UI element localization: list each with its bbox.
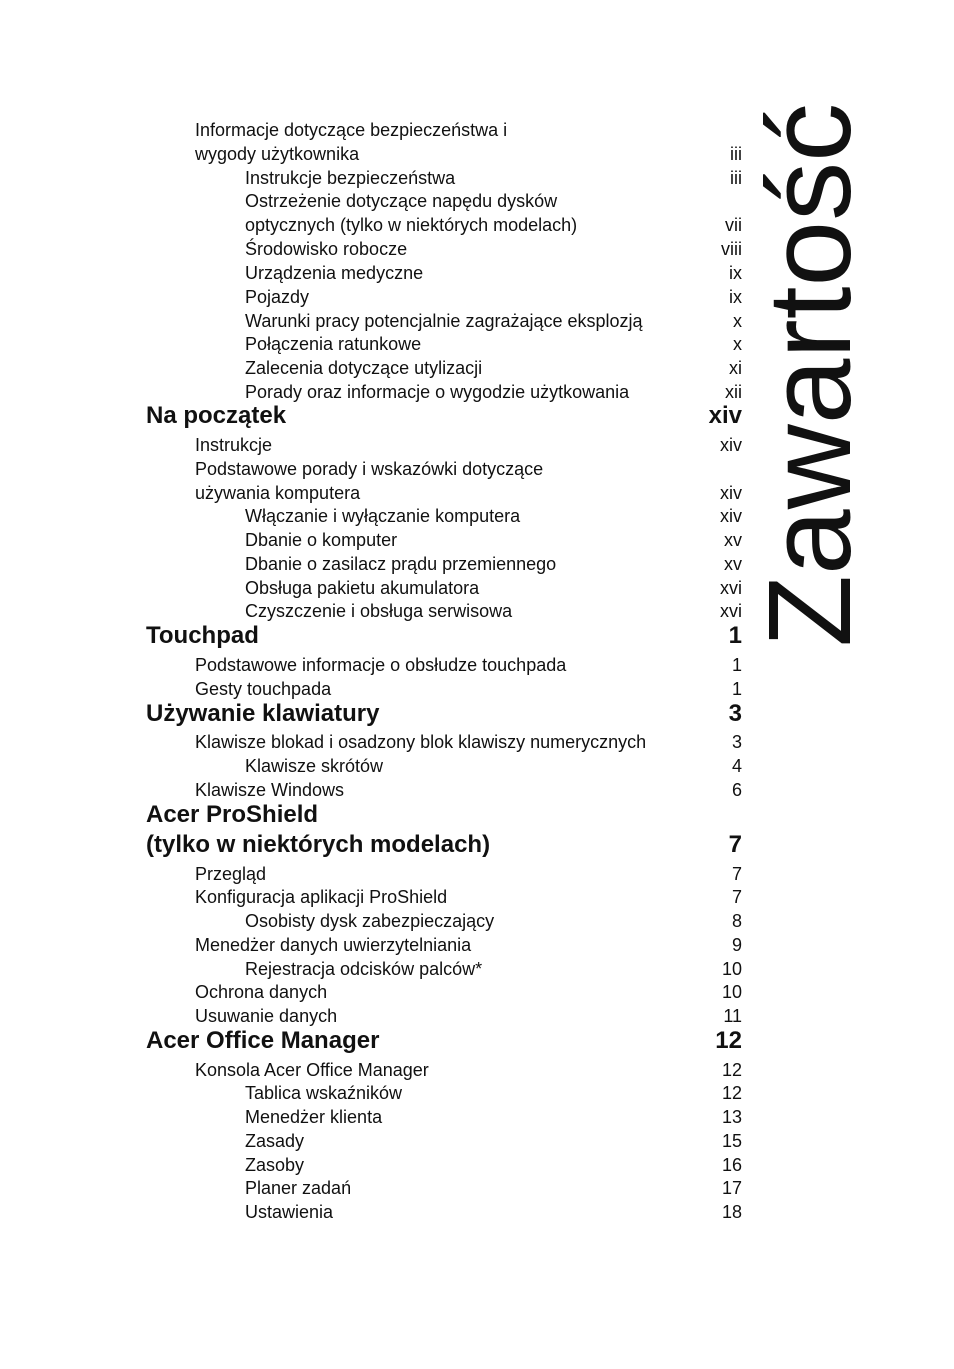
entry-title: optycznych (tylko w niektórych modelach) <box>245 215 578 235</box>
entry-title: Ustawienia <box>245 1202 334 1222</box>
page-number: 13 <box>721 1107 742 1127</box>
page-number: iii <box>730 168 742 188</box>
chapter-title: Zawartość <box>744 102 876 648</box>
toc-entry <box>0 333 954 355</box>
page-number: 18 <box>721 1202 742 1222</box>
page-number: 1 <box>731 679 742 699</box>
toc-entry <box>0 886 954 908</box>
toc-entry <box>0 934 954 956</box>
page-number: xii <box>725 382 742 402</box>
page-number: 8 <box>731 911 742 931</box>
chapter-heading-text: Używanie klawiatury <box>146 700 380 727</box>
entry-title: Porady oraz informacje o wygodzie użytkowania <box>245 382 630 402</box>
toc-entry <box>0 214 954 236</box>
toc-entry <box>0 981 954 1003</box>
page-number: 10 <box>721 959 742 979</box>
toc-chapter-heading <box>0 831 954 859</box>
chapter-heading-text: Acer ProShield <box>146 801 319 828</box>
toc-entry <box>0 1082 954 1104</box>
page-number: vii <box>725 215 742 235</box>
chapter-heading-text: Touchpad <box>146 622 259 649</box>
page-number: xi <box>729 358 742 378</box>
entry-title: Usuwanie danych <box>195 1006 338 1026</box>
page-number: 3 <box>731 732 742 752</box>
entry-title: Ochrona danych <box>195 982 328 1002</box>
page-number: xiv <box>720 506 742 526</box>
page-number: x <box>733 334 742 354</box>
entry-title: Instrukcje <box>195 435 273 455</box>
page-number: 3 <box>728 700 742 727</box>
toc-entry <box>0 357 954 379</box>
toc-chapter-heading <box>0 622 954 650</box>
toc-entry <box>0 1106 954 1128</box>
page-number: 1 <box>731 655 742 675</box>
entry-title: Podstawowe informacje o obsłudze touchpada <box>195 655 567 675</box>
entry-title: Ostrzeżenie dotyczące napędu dysków <box>245 191 558 211</box>
entry-title: Pojazdy <box>245 287 310 307</box>
entry-title: wygody użytkownika <box>195 144 360 164</box>
page-number: 17 <box>721 1178 742 1198</box>
entry-title: Instrukcje bezpieczeństwa <box>245 168 456 188</box>
toc-entry <box>0 863 954 885</box>
toc-entry <box>0 262 954 284</box>
toc-entry <box>0 779 954 801</box>
entry-title: Dbanie o zasilacz prądu przemiennego <box>245 554 557 574</box>
page-number: 7 <box>731 887 742 907</box>
page-number: xvi <box>720 578 742 598</box>
toc-entry <box>0 958 954 980</box>
page-number: xv <box>724 530 742 550</box>
entry-title: Obsługa pakietu akumulatora <box>245 578 480 598</box>
toc-chapter-heading <box>0 700 954 728</box>
page-number: viii <box>721 239 742 259</box>
toc-entry <box>0 190 954 212</box>
chapter-heading-text: Na początek <box>146 402 287 429</box>
toc-entry <box>0 167 954 189</box>
toc-entry <box>0 458 954 480</box>
toc-entry <box>0 482 954 504</box>
chapter-heading-text: (tylko w niektórych modelach) <box>146 831 491 858</box>
entry-title: Zasady <box>245 1131 305 1151</box>
toc-entry <box>0 238 954 260</box>
page-number: xvi <box>720 601 742 621</box>
page-number: 11 <box>723 1006 742 1026</box>
entry-title: Urządzenia medyczne <box>245 263 424 283</box>
toc-entry <box>0 529 954 551</box>
entry-title: Osobisty dysk zabezpieczający <box>245 911 495 931</box>
entry-title: Przegląd <box>195 864 267 884</box>
entry-title: Konsola Acer Office Manager <box>195 1060 429 1080</box>
page-number: 4 <box>731 756 742 776</box>
entry-title: Zalecenia dotyczące utylizacji <box>245 358 483 378</box>
entry-title: Podstawowe porady i wskazówki dotyczące <box>195 459 544 479</box>
entry-title: Planer zadań <box>245 1178 352 1198</box>
entry-title: Tablica wskaźników <box>245 1083 403 1103</box>
toc-entry <box>0 381 954 403</box>
entry-title: Menedżer klienta <box>245 1107 383 1127</box>
toc-entry <box>0 1177 954 1199</box>
page-number: 12 <box>715 1027 742 1054</box>
toc-entry <box>0 755 954 777</box>
page-number: 16 <box>721 1155 742 1175</box>
page-number: 1 <box>728 622 742 649</box>
page-number: x <box>733 311 742 331</box>
toc-entry <box>0 910 954 932</box>
toc-entry <box>0 1201 954 1223</box>
page-number: xiv <box>708 402 742 429</box>
page-number: ix <box>729 263 742 283</box>
entry-title: Konfiguracja aplikacji ProShield <box>195 887 448 907</box>
page-number: 12 <box>721 1083 742 1103</box>
page-number: ix <box>729 287 742 307</box>
entry-title: Środowisko robocze <box>245 239 408 259</box>
page-number: xiv <box>720 483 742 503</box>
toc-entry <box>0 119 954 141</box>
toc-entry <box>0 731 954 753</box>
page-number: xiv <box>720 435 742 455</box>
toc-entry <box>0 577 954 599</box>
entry-title: używania komputera <box>195 483 361 503</box>
toc-entry <box>0 1130 954 1152</box>
entry-title: Połączenia ratunkowe <box>245 334 422 354</box>
entry-title: Gesty touchpada <box>195 679 332 699</box>
toc-chapter-heading <box>0 1027 954 1055</box>
page-number: 7 <box>728 831 742 858</box>
chapter-heading-text: Acer Office Manager <box>146 1027 380 1054</box>
entry-title: Rejestracja odcisków palców* <box>245 959 483 979</box>
toc-entry <box>0 434 954 456</box>
toc-entry <box>0 1154 954 1176</box>
entry-title: Informacje dotyczące bezpieczeństwa i <box>195 120 508 140</box>
page-number: 6 <box>731 780 742 800</box>
entry-title: Klawisze blokad i osadzony blok klawiszy numerycznych <box>195 732 647 752</box>
page-number: 12 <box>721 1060 742 1080</box>
toc-entry <box>0 678 954 700</box>
toc-entry <box>0 1059 954 1081</box>
toc-entry <box>0 654 954 676</box>
entry-title: Dbanie o komputer <box>245 530 398 550</box>
page-number: iii <box>730 144 742 164</box>
toc-entry <box>0 1005 954 1027</box>
entry-title: Zasoby <box>245 1155 305 1175</box>
toc-entry <box>0 143 954 165</box>
entry-title: Klawisze skrótów <box>245 756 384 776</box>
entry-title: Klawisze Windows <box>195 780 345 800</box>
page-number: 15 <box>721 1131 742 1151</box>
page-number: 7 <box>731 864 742 884</box>
toc-entry <box>0 553 954 575</box>
toc-entry <box>0 286 954 308</box>
entry-title: Warunki pracy potencjalnie zagrażające eksplozją <box>245 311 643 331</box>
page-number: xv <box>724 554 742 574</box>
toc-entry <box>0 505 954 527</box>
toc-chapter-heading <box>0 801 954 829</box>
toc-entry <box>0 600 954 622</box>
toc-chapter-heading <box>0 402 954 430</box>
entry-title: Włączanie i wyłączanie komputera <box>245 506 521 526</box>
entry-title: Czyszczenie i obsługa serwisowa <box>245 601 513 621</box>
page-number: 9 <box>731 935 742 955</box>
toc-entry <box>0 310 954 332</box>
page-number: 10 <box>721 982 742 1002</box>
entry-title: Menedżer danych uwierzytelniania <box>195 935 472 955</box>
